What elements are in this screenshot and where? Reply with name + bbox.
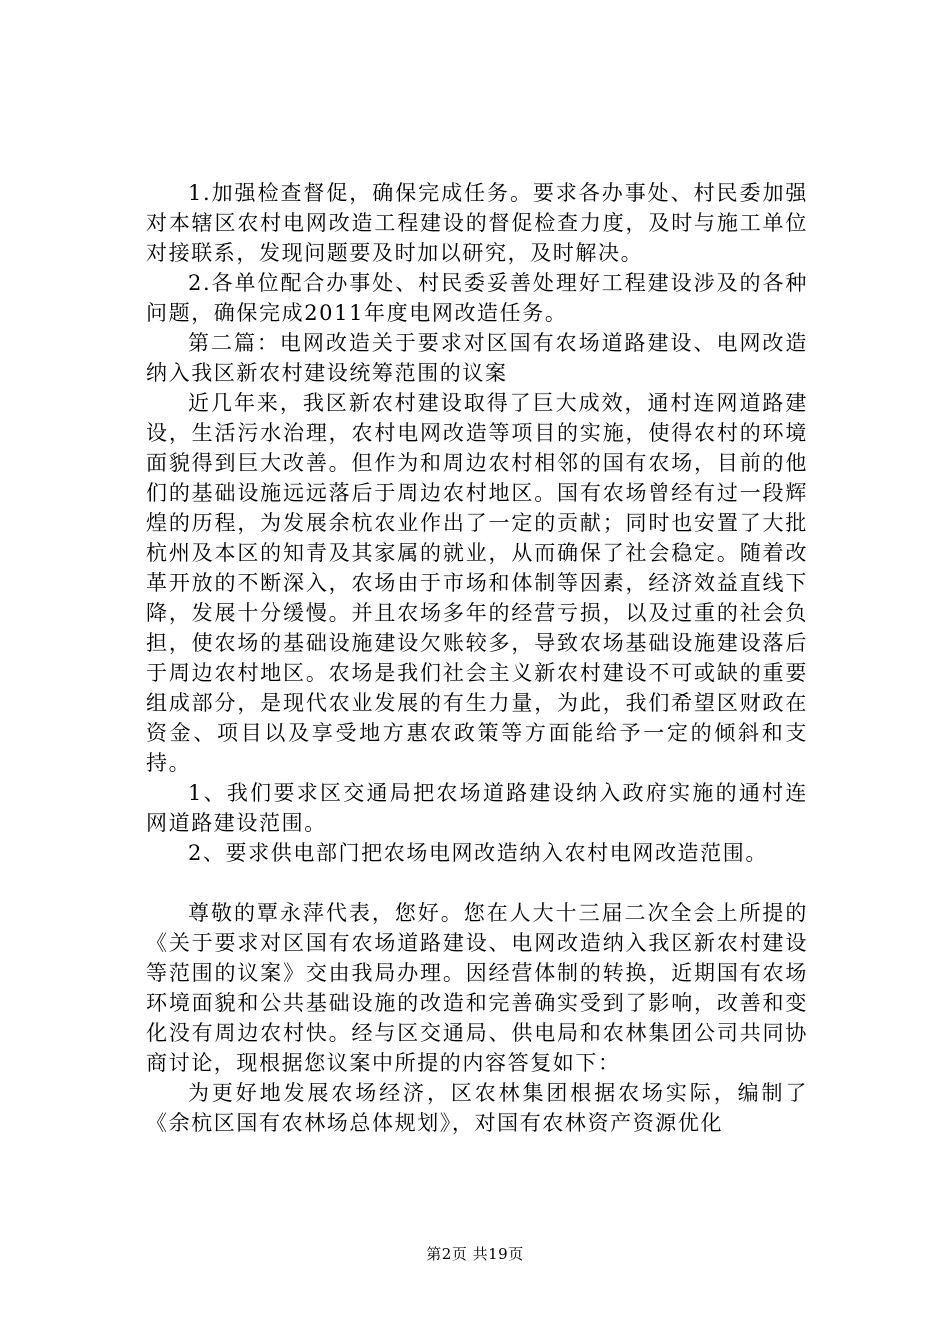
paragraph-background: 近几年来，我区新农村建设取得了巨大成效，通村连网道路建设，生活污水治理，农村电网改造等项目的实施，使得农村的环境面貌得到巨大改善。但作为和周边农村相邻的国有农场，目前的他们的基础设施远远落后于周边农村地区。国有农场曾经有过一段辉煌的历程，为发展余杭农业作出了一定的贡献；同时也安置了大批杭州及本区的知青及其家属的就业，从而确保了社会稳定。随着改革开放的不断深入，农场由于市场和体制等因素，经济效益直线下降，发展十分缓慢。并且农场多年的经营亏损，以及过重的社会负担，使农场的基础设施建设欠账较多，导致农场基础设施建设落后于周边农村地区。农场是我们社会主义新农村建设不可或缺的重要组成部分，是现代农业发展的有生力量，为此，我们希望区财政在资金、项目以及享受地方惠农政策等方面能给予一定的倾斜和支持。 [146, 391, 808, 775]
section-heading: 第二篇：电网改造关于要求对区国有农场道路建设、电网改造纳入我区新农村建设统筹范围的议案 [146, 331, 808, 385]
blank-line [146, 868, 808, 898]
request-item-1: 1、我们要求区交通局把农场道路建设纳入政府实施的通村连网道路建设范围。 [146, 781, 808, 835]
request-item-2: 2、要求供电部门把农场电网改造纳入农村电网改造范围。 [188, 841, 768, 865]
paragraph-inspection: 1.加强检查督促，确保完成任务。要求各办事处、村民委加强对本辖区农村电网改造工程建设的督促检查力度，及时与施工单位对接联系，发现问题要及时加以研究，及时解决。 [146, 181, 808, 265]
paragraph-reply: 尊敬的覃永萍代表，您好。您在人大十三届二次全会上所提的《关于要求对区国有农场道路建设、电网改造纳入我区新农村建设等范围的议案》交由我局办理。因经营体制的转换，近期国有农场环境面貌和公共基础设施的改造和完善确实受到了影响，改善和变化没有周边农村快。经与区交通局、供电局和农林集团公司共同协商讨论，现根据您议案中所提的内容答复如下： [146, 901, 808, 1075]
document-body [146, 178, 808, 1138]
page-number-footer: 第2页 共19页 [426, 1245, 524, 1263]
paragraph-plan: 为更好地发展农场经济，区农林集团根据农场实际，编制了《余杭区国有农林场总体规划》，对国有农林资产资源优化 [146, 1081, 808, 1135]
paragraph-coordination: 2.各单位配合办事处、村民委妥善处理好工程建设涉及的各种问题，确保完成2011年度电网改造任务。 [146, 271, 808, 325]
